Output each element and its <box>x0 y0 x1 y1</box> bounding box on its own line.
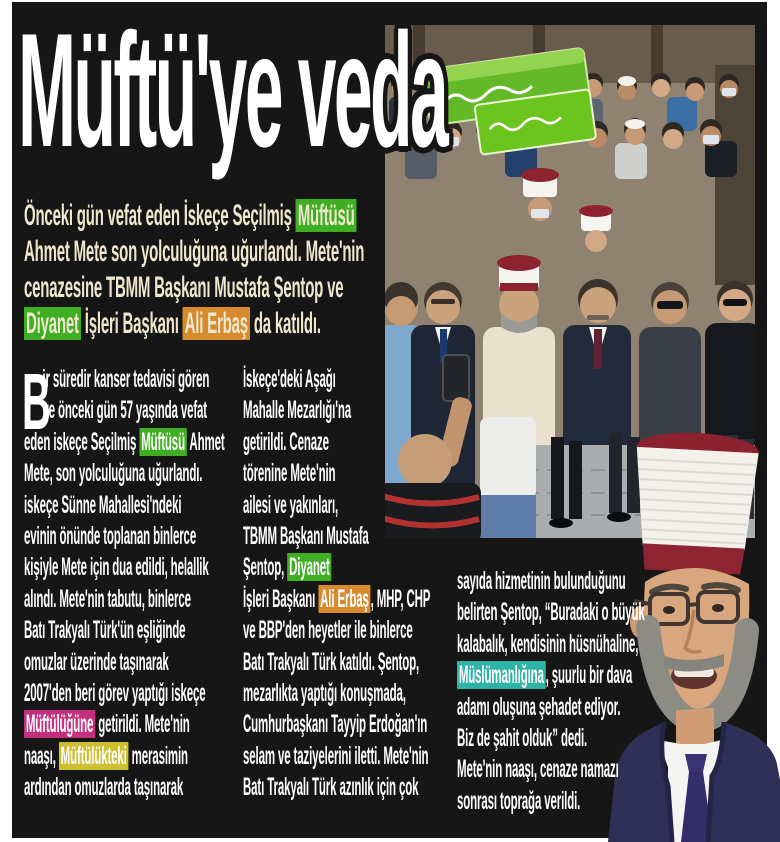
text-segment: İskeçe'deki Aşağı <box>243 365 336 393</box>
text-segment: eden iskeçe Seçilmiş <box>24 427 140 456</box>
text-segment: İşleri Başkanı <box>80 307 183 340</box>
text-segment: Mete, son yolculuğuna uğurlandı. <box>24 459 203 488</box>
highlighted-text: Müftülüğüne <box>25 710 94 739</box>
highlighted-text: Diyanet <box>289 553 330 582</box>
text-segment: evinin önünde toplanan binlerce <box>24 521 197 550</box>
highlighted-text: Ali Erbaş <box>184 307 248 340</box>
text-line <box>24 234 364 270</box>
text-line <box>24 270 364 306</box>
text-line <box>24 490 225 521</box>
text-line <box>243 741 430 772</box>
text-segment: Biz de şahit olduk” dedi. <box>457 723 588 752</box>
text-line <box>457 692 645 723</box>
text-segment: adamı oluşuna şehadet ediyor. <box>457 692 621 721</box>
text-segment: , MHP, CHP <box>370 584 431 613</box>
text-segment: naaşı, <box>24 741 59 770</box>
highlighted-text: Müftüsü <box>297 199 355 232</box>
text-line <box>243 647 430 678</box>
text-line <box>243 521 430 552</box>
text-segment: TBMM Başkanı Mustafa <box>243 521 369 550</box>
text-line <box>24 306 364 342</box>
text-line <box>243 427 430 458</box>
text-line <box>243 615 430 646</box>
text-line <box>24 647 225 678</box>
text-segment: Cumhurbaşkanı Tayyip Erdoğan'ın <box>243 710 428 739</box>
text-segment: belirten Şentop, “Buradaki o büyük <box>457 598 645 627</box>
text-segment: alındı. Mete'nin tabutu, binlerce <box>24 584 191 613</box>
text-line <box>457 597 645 628</box>
text-segment: ve BBP'den heyetler ile binlerce <box>243 616 413 645</box>
text-segment: getirildi. Cenaze <box>243 427 329 456</box>
text-line <box>243 458 430 489</box>
text-segment: omuzlar üzerinde taşınarak <box>24 647 169 676</box>
text-segment: ir süredir kanser tedavisi gören <box>42 365 210 393</box>
text-line <box>24 584 225 615</box>
text-segment: 2007'den beri görev yaptığı iskeçe <box>24 678 206 707</box>
text-line <box>24 427 225 458</box>
text-segment: Batı Trakyalı Türk azınlık için çok <box>243 773 419 802</box>
text-segment: Batı Trakyalı Türk'ün eşliğinde <box>24 616 186 645</box>
highlighted-text: Diyanet <box>26 307 79 340</box>
text-line <box>24 521 225 552</box>
text-segment: Ahmet <box>186 427 225 456</box>
drop-cap: B <box>22 357 51 446</box>
text-segment: mezarlıkta yaptığı konuşmada, <box>243 678 406 707</box>
text-segment: , şuurlu bir dava <box>545 661 633 690</box>
text-segment: Mete'nin naaşı, cenaze namazı <box>457 755 619 784</box>
text-line <box>24 552 225 583</box>
text-line <box>24 772 225 803</box>
text-line <box>24 741 225 772</box>
text-segment: kişiyle Mete için dua edildi, helallik <box>24 553 209 582</box>
text-segment: Mahalle Mezarlığı'na <box>243 396 351 425</box>
text-segment: kalabalık, kendisinin hüsnühaline, <box>457 629 639 658</box>
text-segment: İşleri Başkanı <box>243 584 319 613</box>
text-segment: ve önceki gün 57 yaşında vefat <box>42 396 208 425</box>
text-segment: ardından omuzlarda taşınarak <box>24 773 184 802</box>
text-segment: ailesi ve yakınları, <box>243 490 339 519</box>
highlighted-text: Müslümanlığına <box>458 661 544 690</box>
text-segment: Batı Trakyalı Türk katıldı. Şentop, <box>243 647 420 676</box>
text-segment: iskeçe Sünne Mahallesi'ndeki <box>24 490 182 519</box>
text-segment: törenine Mete'nin <box>243 459 336 488</box>
body-column-3 <box>457 566 780 817</box>
text-line <box>457 660 645 691</box>
text-line <box>243 552 430 583</box>
text-segment: Ahmet Mete son yolculuğuna uğurlandı. Mete'nin <box>24 235 365 268</box>
text-segment: da katıldı. <box>249 307 321 340</box>
text-segment: cenazesine TBMM Başkanı Mustafa Şentop ve <box>24 271 344 304</box>
text-line <box>24 395 225 426</box>
text-line <box>457 786 645 817</box>
text-line <box>457 629 645 660</box>
text-segment: merasimin <box>128 741 188 770</box>
text-line <box>243 395 430 426</box>
text-line <box>243 709 430 740</box>
highlighted-text: Müftüsü <box>141 427 185 456</box>
text-line <box>457 754 645 785</box>
text-segment: Şentop, <box>243 553 288 582</box>
highlighted-text: Ali Erbaş <box>320 584 369 613</box>
text-line <box>243 584 430 615</box>
text-line <box>243 772 430 803</box>
text-line <box>24 198 364 234</box>
lede-paragraph <box>24 198 704 342</box>
text-line <box>457 723 645 754</box>
text-segment: sayıda hizmetinin bulunduğunu <box>457 567 626 595</box>
text-line <box>24 615 225 646</box>
highlighted-text: Müftülükteki <box>60 741 127 770</box>
text-line <box>24 678 225 709</box>
text-segment: Önceki gün vefat eden İskeçe Seçilmiş <box>24 199 296 232</box>
text-line <box>24 458 225 489</box>
text-line <box>243 678 430 709</box>
text-segment: sonrası toprağa verildi. <box>457 786 581 815</box>
text-line <box>24 364 225 395</box>
text-line <box>243 490 430 521</box>
text-segment: selam ve taziyelerini iletti. Mete'nin <box>243 741 429 770</box>
text-line <box>457 566 645 597</box>
text-line <box>243 364 430 395</box>
text-segment: getirildi. Mete'nin <box>95 710 190 739</box>
headline: Müftü'ye veda <box>18 0 447 181</box>
text-line <box>24 709 225 740</box>
